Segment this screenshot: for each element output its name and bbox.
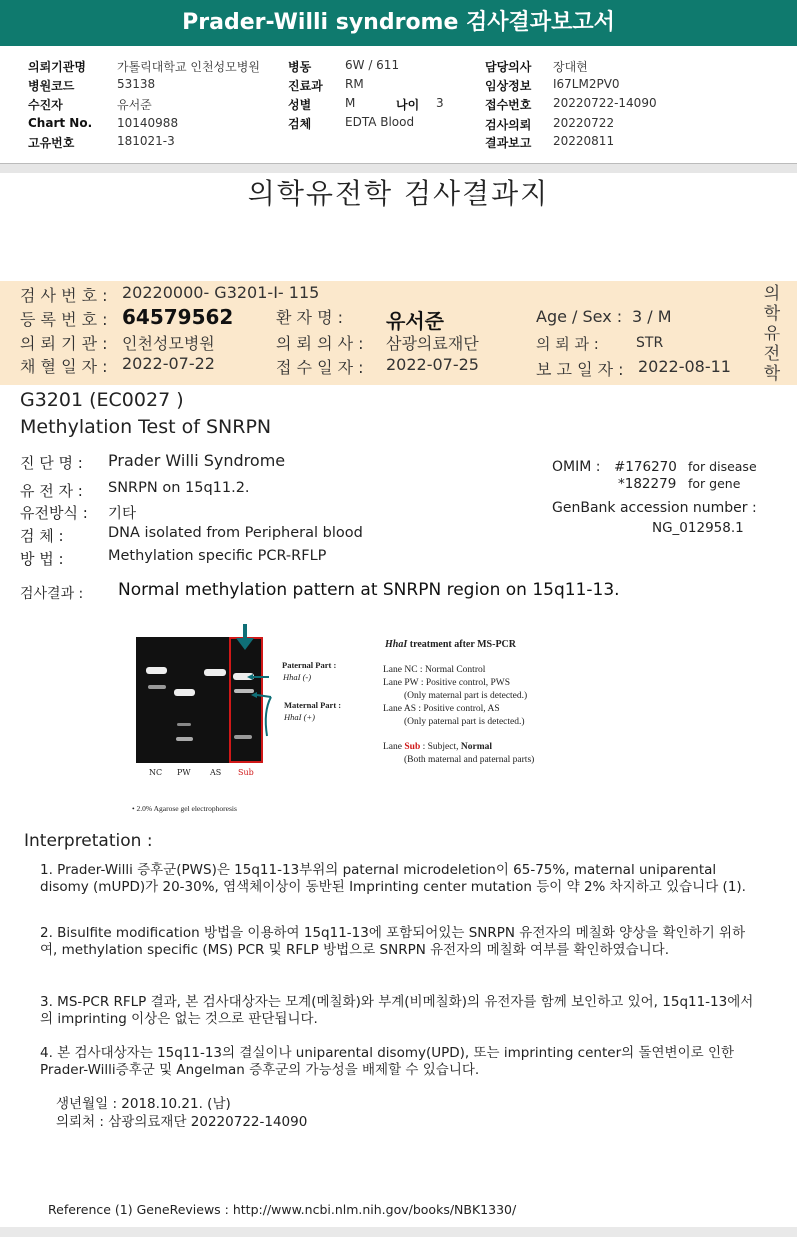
header-label: 임상정보 — [485, 79, 532, 93]
header-value: 가톨릭대학교 인천성모병원 — [117, 60, 260, 74]
result-label: 검사결과 : — [20, 586, 84, 602]
paternal-part-sub: HhaI (-) — [283, 672, 312, 682]
legend-line: (Only paternal part is detected.) — [404, 717, 525, 727]
header-label: 담당의사 — [485, 60, 532, 74]
inheritance-value: 기타 — [108, 506, 137, 522]
down-arrow-icon — [236, 638, 254, 650]
header-value: 유서준 — [117, 98, 152, 112]
gel-band — [177, 723, 191, 726]
side-vertical-text — [762, 284, 782, 384]
report-header — [0, 46, 797, 164]
reference-text: Reference (1) GeneReviews : http://www.ncbi.nlm.nih.gov/books/NBK1330/ — [48, 1202, 517, 1217]
legend-line: (Both maternal and paternal parts) — [404, 755, 535, 765]
draw-date-label: 채 혈 일 자 : — [20, 357, 108, 376]
gel-band — [148, 685, 166, 689]
report-date-label: 보 고 일 자 : — [536, 360, 624, 379]
test-no-value: 20220000- G3201-I- 115 — [122, 283, 320, 302]
patient-value: 유서준 — [386, 309, 444, 333]
maternal-part-sub: HhaI (+) — [284, 712, 315, 722]
gel-band — [204, 669, 226, 676]
legend-sub-pre: Lane — [383, 742, 405, 752]
maternal-part-label: Maternal Part : — [284, 700, 342, 710]
patient-label: 환 자 명 : — [276, 308, 344, 327]
age-sex-value: 3 / M — [632, 307, 672, 326]
interpretation-paragraph: 2. Bisulfite modification 방법을 이용하여 15q11-13에 포함되어있는 SNRPN 유전자의 메칠화 양상을 확인하기 위하여, methylation specific (MS) PCR 및 RFLP 방법으로 SNRPN 유전자의 메칠화 여부를 확인하였습니다. — [40, 925, 746, 958]
header-value: 181021-3 — [117, 134, 175, 148]
header-value: EDTA Blood — [345, 115, 415, 129]
age-sex-label: Age / Sex : — [536, 307, 623, 326]
gene-label: 유 전 자 : — [20, 482, 83, 500]
gel-band — [176, 737, 193, 741]
omim-disease: #176270 — [614, 459, 677, 475]
side-char: 의 — [763, 284, 781, 304]
header-label: 진료과 — [288, 79, 323, 93]
legend-sub-bold: Normal — [460, 742, 493, 752]
header-value: M — [345, 96, 356, 110]
lane-label-nc: NC — [149, 768, 163, 777]
test-no-label: 검 사 번 호 : — [20, 286, 108, 305]
legend-title-enzyme: HhaI — [385, 639, 408, 650]
header-value: RM — [345, 77, 364, 91]
interpretation-paragraph: 1. Prader-Willi 증후군(PWS)은 15q11-13부위의 paternal microdeletion이 65-75%, maternal uniparental disomy (mUPD)가 20-30%, 염색체이상이 동반된 Imprinting center mutation 등이 약 2% 차지하고 있습니다 (1). — [40, 862, 746, 895]
age-label: 나이 — [396, 98, 420, 112]
test-name: Methylation Test of SNRPN — [20, 416, 272, 438]
header-label: 검체 — [288, 117, 312, 131]
interpretation-title: Interpretation : — [24, 831, 153, 851]
omim-gene-note: for gene — [688, 476, 741, 491]
footer-strip — [0, 1227, 797, 1237]
method-label: 방 법 : — [20, 550, 64, 568]
genbank-label: GenBank accession number : — [552, 500, 757, 516]
lane-label-sub: Sub — [238, 768, 254, 777]
header-label: 의뢰기관명 — [28, 60, 86, 74]
draw-date-value: 2022-07-22 — [122, 354, 215, 373]
gel-arrows — [225, 618, 275, 748]
header-label: 병원코드 — [28, 79, 75, 93]
header-label: 고유번호 — [28, 136, 75, 150]
referrer: 의뢰처 : 삼광의료재단 20220722-14090 — [56, 1114, 308, 1130]
gel-footnote: • 2.0% Agarose gel electrophoresis — [132, 804, 237, 813]
header-value: 10140988 — [117, 116, 179, 130]
header-label: 병동 — [288, 60, 312, 74]
header-label: 성별 — [288, 98, 312, 112]
header-value: 6W / 611 — [345, 58, 400, 72]
omim-label: OMIM : — [552, 459, 601, 475]
interpretation-paragraph: 3. MS-PCR RFLP 결과, 본 검사대상자는 모계(메칠화)와 부계(비메칠화)의 유전자를 함께 보인하고 있어, 15q11-13에서의 imprinting 이상은 없는 것으로 판단됩니다. — [40, 994, 754, 1027]
legend-line: Lane NC : Normal Control — [383, 665, 486, 675]
gel-legend-title — [385, 639, 516, 650]
legend-line: Lane AS : Positive control, AS — [383, 704, 500, 714]
header-value: I67LM2PV0 — [553, 77, 620, 91]
lane-label-as: AS — [210, 768, 222, 777]
specimen-label: 검 체 : — [20, 527, 64, 545]
header-value: 20220811 — [553, 134, 615, 148]
left-arrow-icon — [247, 674, 253, 680]
test-code: G3201 (EC0027 ) — [20, 389, 184, 411]
lane-label-pw: PW — [177, 768, 191, 777]
header-label: 수진자 — [28, 98, 63, 112]
side-char: 전 — [763, 344, 781, 364]
legend-sub-mid: : Subject, — [420, 742, 461, 752]
header-value: 장대현 — [553, 60, 588, 74]
reg-no-label: 등 록 번 호 : — [20, 310, 108, 329]
legend-subject-line — [383, 742, 492, 752]
gene-value: SNRPN on 15q11.2. — [108, 480, 250, 496]
header-value: 20220722 — [553, 116, 615, 130]
receipt-date-value: 2022-07-25 — [386, 355, 479, 374]
side-char: 학 — [763, 304, 781, 324]
genbank-value: NG_012958.1 — [652, 520, 744, 536]
gel-band — [146, 667, 167, 674]
doctor-label: 의 뢰 의 사 : — [276, 334, 364, 353]
legend-sub-lane: Sub — [404, 742, 421, 752]
result-value: Normal methylation pattern at SNRPN region on 15q11-13. — [118, 580, 620, 600]
institution-label: 의 뢰 기 관 : — [20, 334, 108, 353]
report-date-value: 2022-08-11 — [638, 357, 731, 376]
receipt-date-label: 접 수 일 자 : — [276, 358, 364, 377]
report-banner-title: Prader-Willi syndrome 검사결과보고서 — [0, 0, 797, 46]
reg-no-value: 64579562 — [122, 305, 234, 329]
dept-value: STR — [636, 335, 664, 351]
gel-band — [174, 689, 195, 696]
dept-label: 의 뢰 과 : — [536, 335, 599, 353]
legend-line: (Only maternal part is detected.) — [404, 691, 528, 701]
header-label: 검사의뢰 — [485, 118, 532, 132]
specimen-value: DNA isolated from Peripheral blood — [108, 525, 363, 541]
left-arrow-icon — [251, 692, 257, 698]
header-value: 20220722-14090 — [553, 96, 657, 110]
document-title: 의학유전학 검사결과지 — [247, 177, 550, 210]
header-value: 53138 — [117, 77, 156, 91]
legend-line: Lane PW : Positive control, PWS — [383, 678, 511, 688]
patient-info-band — [0, 281, 797, 385]
omim-gene: *182279 — [618, 476, 677, 492]
diagnosis-label: 진 단 명 : — [20, 454, 83, 472]
birth-date: 생년월일 : 2018.10.21. (남) — [56, 1096, 231, 1112]
method-value: Methylation specific PCR-RFLP — [108, 548, 327, 564]
institution-value: 인천성모병원 — [122, 334, 215, 353]
inheritance-label: 유전방식 : — [20, 504, 88, 522]
side-char: 유 — [763, 324, 781, 344]
interpretation-paragraph: 4. 본 검사대상자는 15q11-13의 결실이나 uniparental disomy(UPD), 또는 imprinting center의 돌연변이로 인한 Prader-Willi증후군 및 Angelman 증후군의 가능성을 배제할 수 있습니다. — [40, 1045, 735, 1078]
side-char: 학 — [763, 364, 781, 384]
diagnosis-value: Prader Willi Syndrome — [108, 451, 286, 470]
doctor-value: 삼광의료재단 — [386, 334, 479, 353]
header-label: 결과보고 — [485, 136, 532, 150]
age-value: 3 — [436, 96, 444, 110]
header-label: Chart No. — [28, 116, 93, 130]
paternal-part-label: Paternal Part : — [282, 660, 337, 670]
omim-disease-note: for disease — [688, 459, 757, 474]
legend-title-rest: treatment after MS-PCR — [407, 639, 516, 650]
header-label: 접수번호 — [485, 98, 532, 112]
